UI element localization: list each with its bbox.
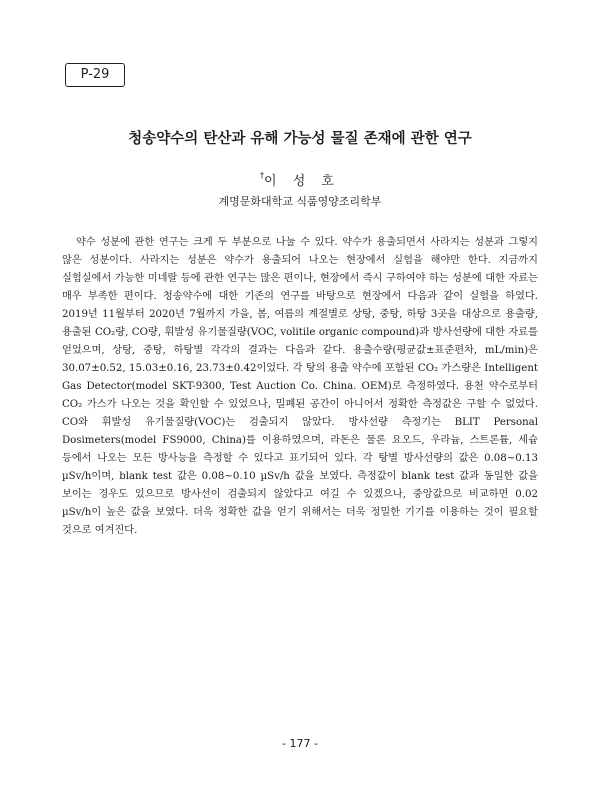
author-line [0, 170, 600, 189]
abstract-paragraph: 약수 성분에 관한 연구는 크게 두 부분으로 나눌 수 있다. 약수가 용출되면서 사라지는 성분과 그렇지 않은 성분이다. 사라지는 성분은 약수가 용출되어 나오는 현장에서 실험을 해야만 한다. 지금까지 실험실에서 가능한 미네랄 등에 관한 연구는 많은 편이나, 현장에서 즉시 구하여야 하는 성분에 대한 자료는 매우 부족한 편이다. 청송약수에 대한 기존의 연구를 바탕으로 현장에서 다음과 같이 실험을 하였다. 2019년 11월부터 2020년 7월까지 가을, 봄, 여름의 계절별로 상탕, 중탕, 하탕 3곳을 대상으로 용출량, 용출된 CO₂량, CO량, 휘발성 유기물질량(VOC, volitile organic compound)과 방사선량에 대한 자료를 얻었으며, 상탕, 중탕, 하탕별 각각의 결과는 다음과 같다. 용출수량(평균값±표준편차, mL/min)은 30.07±0.52, 15.03±0.16, 23.73±0.42이었다. 각 탕의 용출 약수에 포함된 CO₂ 가스량은 Intelligent Gas Detector(model SKT-9300, Test Auction Co. China. OEM)로 측정하였다. 용천 약수로부터 CO₂ 가스가 나오는 것을 확인할 수 있었으나, 밀폐된 공간이 아니어서 정확한 측정값은 구할 수 없었다. CO와 휘발성 유기물질량(VOC)는 검출되지 않았다. 방사선량 측정기는 BLIT Personal Dosimeters(model FS9000, China)를 이용하였으며, 라돈은 물론 요오드, 우라늄, 스트론튬, 세슘 등에서 나오는 모든 방사능을 측정할 수 있다고 표기되어 있다. 각 탕별 방사선량의 값은 0.08~0.13 µSv/h이며, blank test 값은 0.08~0.10 µSv/h 값을 보였다. 측정값이 blank test 값과 동일한 값을 보이는 경우도 있으므로 방사선이 검출되지 않았다고 여길 수 있겠으나, 중앙값으로 비교하면 0.02 µSv/h이 높은 값을 보였다. 더욱 정확한 값을 얻기 위해서는 더욱 정밀한 기기를 이용하는 것이 필요할 것으로 여겨진다. [62, 237, 538, 536]
abstract [62, 234, 538, 540]
author-name: 이 성 호 [264, 174, 340, 189]
poster-number-badge: P-29 [65, 63, 125, 87]
corresponding-author-mark: † [260, 170, 265, 180]
author-affiliation: 계명문화대학교 식품영양조리학부 [218, 195, 382, 208]
paper-title: 청송약수의 탄산과 유해 가능성 물질 존재에 관한 연구 [128, 131, 472, 147]
page-number: - 177 - [282, 737, 318, 750]
